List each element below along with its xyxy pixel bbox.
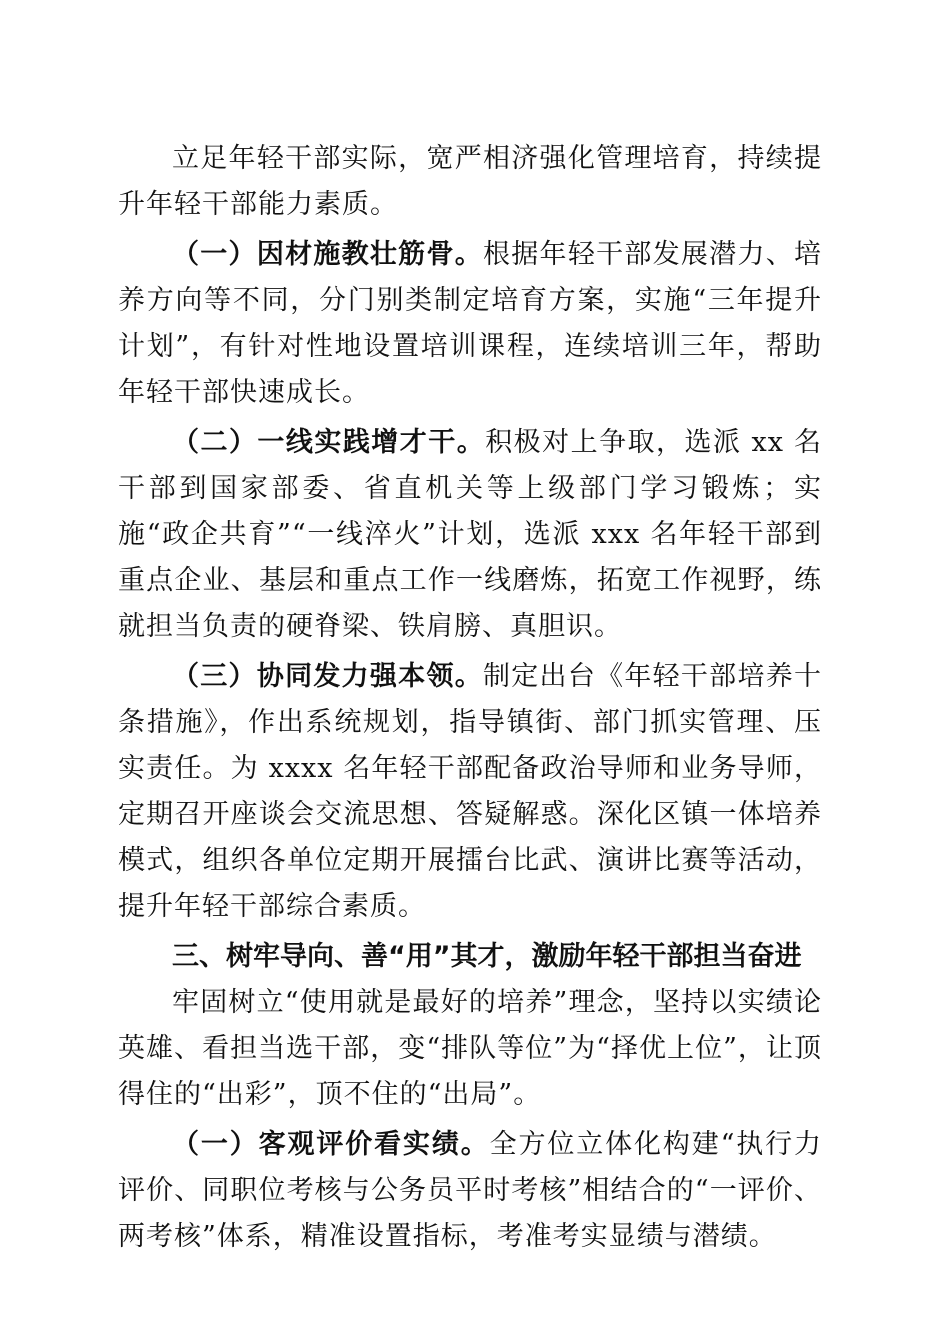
document-body (118, 136, 822, 1260)
paragraph-lead: （二）一线实践增才干。 (172, 427, 486, 458)
section-paragraph-item-1 (118, 1122, 822, 1260)
paragraph-item-2 (118, 420, 822, 650)
paragraph-text: 牢固树立“使用就是最好的培养”理念，坚持以实绩论英雄、看担当选干部，变“排队等位”为“择优上位”，让顶得住的“出彩”，顶不住的“出局”。 (118, 987, 822, 1110)
section-paragraph-intro (118, 980, 822, 1118)
paragraph-item-3 (118, 654, 822, 930)
paragraph-text: 立足年轻干部实际，宽严相济强化管理培育，持续提升年轻干部能力素质。 (118, 143, 822, 220)
paragraph-intro (118, 136, 822, 228)
paragraph-item-1 (118, 232, 822, 416)
paragraph-text: 全方位立体化构建“执行力评价、同职位考核与公务员平时考核”相结合的“一评价、两考核”体系，精准设置指标，考准考实显绩与潜绩。 (118, 1129, 822, 1252)
paragraph-lead: （三）协同发力强本领。 (172, 661, 483, 692)
paragraph-text: 积极对上争取，选派 xx 名干部到国家部委、省直机关等上级部门学习锻炼；实施“政企共育”“一线淬火”计划，选派 xxx 名年轻干部到重点企业、基层和重点工作一线磨炼，拓宽工作视野，练就担当负责的硬脊梁、铁肩膀、真胆识。 (118, 427, 822, 642)
paragraph-text: 制定出台《年轻干部培养十条措施》，作出系统规划，指导镇街、部门抓实管理、压实责任。为 xxxx 名年轻干部配备政治导师和业务导师，定期召开座谈会交流思想、答疑解惑。深化区镇一体培养模式，组织各单位定期开展擂台比武、演讲比赛等活动，提升年轻干部综合素质。 (118, 661, 822, 922)
paragraph-lead: （一）因材施教壮筋骨。 (172, 239, 483, 270)
paragraph-lead: （一）客观评价看实绩。 (172, 1129, 490, 1160)
section-heading: 三、树牢导向、善“用”其才，激励年轻干部担当奋进 (172, 941, 802, 972)
paragraph-text: 根据年轻干部发展潜力、培养方向等不同，分门别类制定培育方案，实施“三年提升计划”，有针对性地设置培训课程，连续培训三年，帮助年轻干部快速成长。 (118, 239, 822, 408)
